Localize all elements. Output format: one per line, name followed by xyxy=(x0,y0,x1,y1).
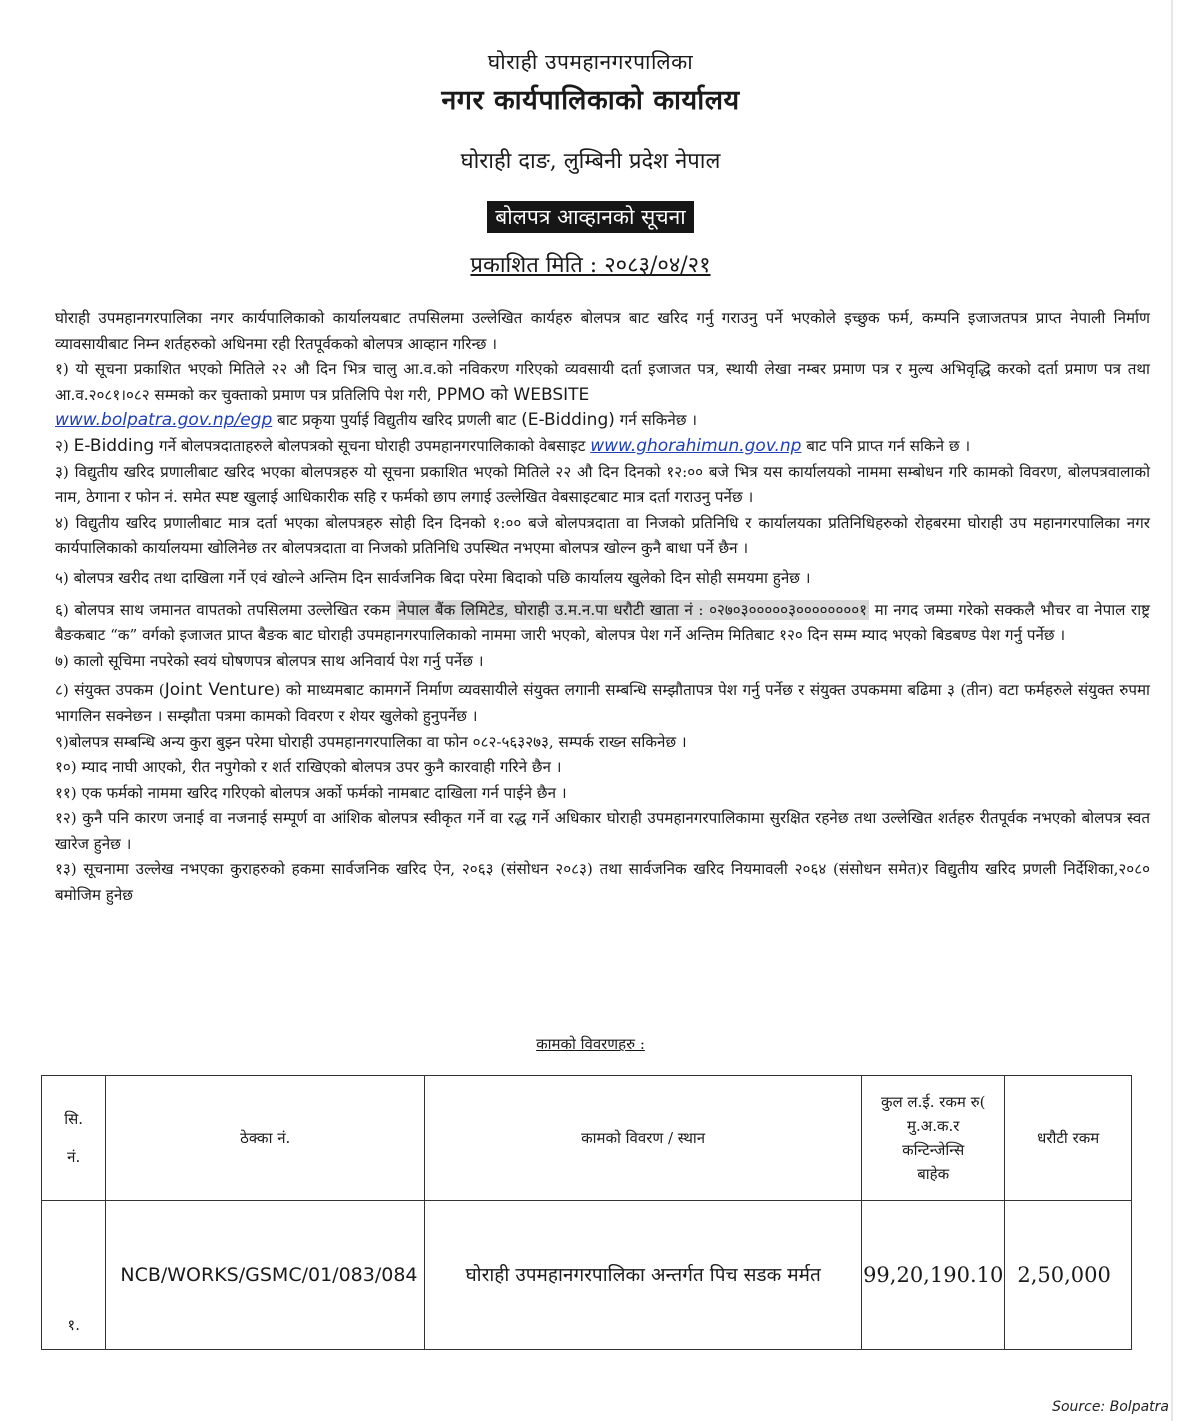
row-description: घोराही उपमहानगरपालिका अन्तर्गत पिच सडक मर्मत xyxy=(425,1201,862,1350)
row-deposit: 2,50,000 xyxy=(1005,1201,1132,1350)
condition-1-tail-a: बाट प्रकृया पुर्याई विद्युतीय खरिद प्रणली बाट xyxy=(277,411,517,430)
published-date-text: प्रकाशित मिति : २०८३/०४/२१ xyxy=(470,253,711,278)
source-credit: Source: Bolpatra xyxy=(1052,1399,1169,1415)
condition-8 xyxy=(55,678,1150,729)
row-contract-no: NCB/WORKS/GSMC/01/083/084 xyxy=(106,1201,425,1350)
notice-title: बोलपत्र आव्हानको सूचना xyxy=(487,201,694,233)
col-sn xyxy=(42,1076,106,1201)
col-estimate-b: मु.अ.क.र xyxy=(907,1117,960,1135)
col-description: कामको विवरण / स्थान xyxy=(425,1076,862,1201)
col-contract-no: ठेक्का नं. xyxy=(106,1076,425,1201)
ebidding-label-2: E-Bidding xyxy=(73,435,155,456)
org-name: घोराही उपमहानगरपालिका xyxy=(487,50,694,74)
condition-11: ११) एक फर्मको नाममा खरिद गरिएको बोलपत्र अर्को फर्मको नामबाट दाखिला गर्न पाईने छैन । xyxy=(55,783,567,802)
condition-12: १२) कुनै पनि कारण जनाई वा नजनाई सम्पूर्ण वा आंशिक बोलपत्र स्वीकृत गर्ने वा रद्ध गर्ने अधिकार घोराही उपमहानगरपालिकामा सुरक्षित रहनेछ तथा उल्लेखित शर्तहरु रीतपूर्वक नभएको बोलपत्र स्वत खारेज हुनेछ । xyxy=(55,809,1150,853)
works-title: कामको विवरणहरु : xyxy=(536,1035,645,1053)
intro-paragraph: घोराही उपमहानगरपालिका नगर कार्यपालिकाको कार्यालयबाट तपसिलमा उल्लेखित कार्यहरु बोलपत्र बाट खरिद गर्नु गराउनु पर्ने भएकोले इच्छुक फर्म, कम्पनि इजाजतपत्र प्राप्त नेपाली निर्माण व्यावसायीबाट निम्न शर्तहरुको अधिनमा रही रितपूर्वकको बोलपत्र आव्हान गरिन्छ । xyxy=(55,309,1150,353)
col-estimate-a: कुल ल.ई. रकम रु( xyxy=(880,1093,986,1111)
office-name: नगर कार्यपालिकाको कार्यालय xyxy=(441,85,740,116)
condition-9: ९)बोलपत्र सम्बन्धि अन्य कुरा बुझ्न परेमा घोराही उपमहानगरपालिका वा फोन ०८२-५६३२७३, सम्पर्क राख्न सकिनेछ । xyxy=(55,732,687,751)
col-sn-a: सि. xyxy=(64,1110,84,1128)
condition-13: १३) सूचनामा उल्लेख नभएका कुराहरुको हकमा सार्वजनिक खरिद ऐन, २०६३ (संसोधन २०८३) तथा सार्वजनिक खरिद नियमावली २०६४ (संसोधन समेत)र विद्युतीय खरिद प्रणली निर्देशिका,२०८० बमोजिम हुनेछ xyxy=(55,860,1150,905)
ebidding-label: (E-Bidding) xyxy=(521,410,615,431)
works-table xyxy=(41,1075,1132,1350)
notice-header xyxy=(0,48,1181,279)
bank-account-highlight: नेपाल बैंक लिमिटेड, घोराही उ.म.न.पा धरौटी खाता नं : ०२७०३०००००३००००००००१ xyxy=(398,600,868,619)
condition-10: १०) म्याद नाघी आएको, रीत नपुगेको र शर्त राखिएको बोलपत्र उपर कुनै कारवाही गरिने छैन । xyxy=(55,758,562,777)
condition-1-tail-b: गर्न सकिनेछ । xyxy=(619,411,698,430)
condition-6 xyxy=(55,598,1150,649)
col-estimate-c: कन्टिन्जेन्सि xyxy=(902,1141,965,1159)
bolpatra-link[interactable]: www.bolpatra.gov.np/egp xyxy=(55,410,273,431)
condition-7: ७) कालो सूचिमा नपरेको स्वयं घोषणपत्र बोलपत्र साथ अनिवार्य पेश गर्नु पर्नेछ । xyxy=(55,651,484,670)
table-row xyxy=(42,1201,1132,1350)
col-estimate-d: बाहेक xyxy=(917,1165,950,1183)
condition-1 xyxy=(55,357,1150,434)
col-sn-b: नं. xyxy=(67,1148,81,1166)
condition-6-text-b: मा नगद जम्मा गरेको सक्कलै भौचर वा नेपाल राष्ट्र बैङकबाट “क” वर्गको इजाजत प्राप्त बैङक बाट घोराही उपमहानगरपालिकाको नाममा जारी भएको, बोलपत्र पेश गर्ने अन्तिम मितिबाट १२० दिन सम्म म्याद भएको बिडबण्ड पेश गर्नु पर्नेछ । xyxy=(55,600,1151,645)
condition-2 xyxy=(55,434,1150,460)
condition-3: ३) विद्युतीय खरिद प्रणालीबाट खरिद भएका बोलपत्रहरु यो सूचना प्रकाशित भएको मितिले २२ औ दिन दिनको १२:०० बजे भित्र यस कार्यालयको नाममा सम्बोधन गरि कामको विवरण, बोलपत्रवालाको नाम, ठेगाना र फोन नं. समेत स्पष्ट खुलाई आधिकारीक सहि र फर्मको छाप लगाई उल्लेखित वेबसाइटबाट मात्र दर्ता गराउनु पर्नेछ । xyxy=(55,462,1150,507)
ppmo-website-label: PPMO को WEBSITE xyxy=(436,384,590,405)
published-date xyxy=(0,249,1181,279)
works-table-header xyxy=(42,1076,1132,1201)
col-deposit: धरौटी रकम xyxy=(1005,1076,1132,1201)
condition-2-num: २) xyxy=(55,436,69,455)
office-address: घोराही दाङ, लुम्बिनी प्रदेश नेपाल xyxy=(460,149,721,174)
condition-2-tail: बाट पनि प्राप्त गर्न सकिने छ । xyxy=(806,436,971,455)
condition-2-text: गर्ने बोलपत्रदाताहरुले बोलपत्रको सूचना घोराही उपमहानगरपालिकाको वेबसाइट xyxy=(159,436,586,455)
condition-6-text-a: ६) बोलपत्र साथ जमानत वापतको तपसिलमा उल्लेखित रकम xyxy=(55,600,391,619)
row-estimate: 99,20,190.10 xyxy=(862,1201,1005,1350)
joint-venture-label: Joint Venture xyxy=(164,680,275,701)
condition-5: ५) बोलपत्र खरीद तथा दाखिला गर्ने एवं खोल्ने अन्तिम दिन सार्वजनिक बिदा परेमा बिदाको पछि कार्यालय खुलेको दिन सोही समयमा हुनेछ । xyxy=(55,568,811,587)
row-sn: १. xyxy=(42,1201,106,1350)
condition-1-text: १) यो सूचना प्रकाशित भएको मितिले २२ औ दिन भित्र चालु आ.व.को नविकरण गरिएको व्यवसायी दर्ता इजाजत पत्र, स्थायी लेखा नम्बर प्रमाण पत्र र मुल्य अभिवृद्धि करको दर्ता प्रमाण पत्र तथा आ.व.२०८१।०८२ सम्मको कर चुक्ताको प्रमाण पत्र प्रतिलिपि पेश गरी, xyxy=(55,360,1150,404)
condition-8-text-b: ) को माध्यमबाट कामगर्ने निर्माण व्यवसायीले संयुक्त लगानी सम्बन्धि सम्झौतापत्र पेश गर्नु पर्नेछ र संयुक्त उपकममा बढिमा ३ (तीन) वटा फर्महरुले संयुक्त रुपमा भागलिन सक्नेछन । सम्झौता पत्रमा कामको विवरण र शेयर खुलेको हुनुपर्नेछ । xyxy=(55,681,1150,725)
condition-4: ४) विद्युतीय खरिद प्रणालीबाट मात्र दर्ता भएका बोलपत्रहरु सोही दिन दिनको १:०० बजे बोलपत्रदाता वा निजको प्रतिनिधि र कार्यालयका प्रतिनिधिहरुको रोहबरमा घोराही उप महानगरपालिका नगर कार्यपालिकाको कार्यालयमा खोलिनेछ तर बोलपत्रदाता वा निजको प्रतिनिधि उपस्थित नभएमा बोलपत्र खोल्न कुनै बाधा पर्ने छैन । xyxy=(55,513,1150,558)
notice-body xyxy=(55,306,1150,909)
condition-8-text-a: ८) संयुक्त उपकम ( xyxy=(55,681,165,700)
col-estimate xyxy=(862,1076,1005,1201)
ghorahimun-link[interactable]: www.ghorahimun.gov.np xyxy=(590,435,802,456)
